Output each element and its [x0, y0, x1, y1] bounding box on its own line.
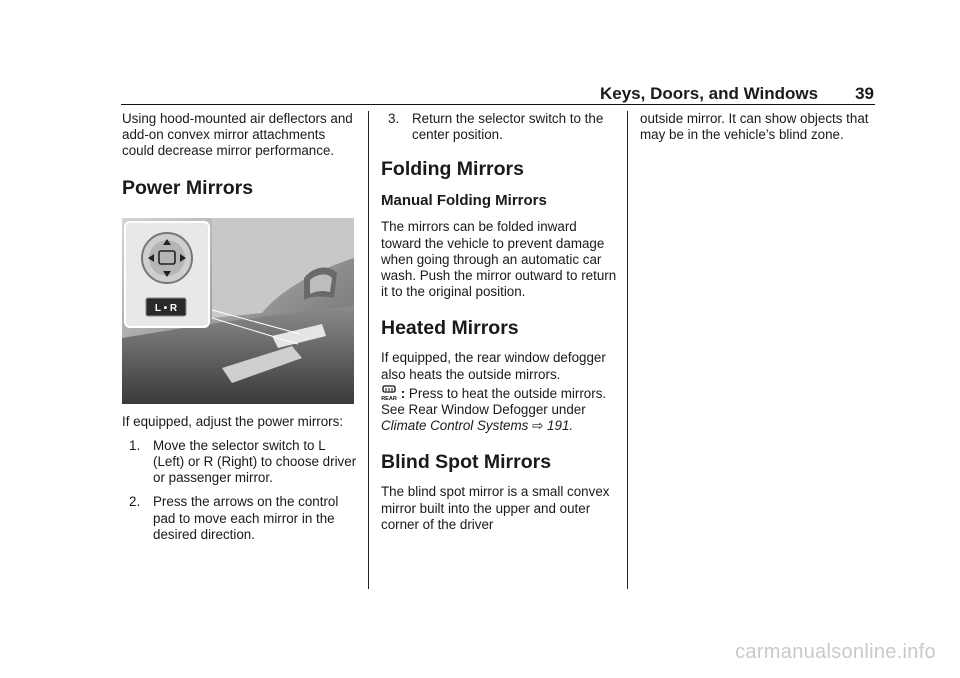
manual-folding-heading: Manual Folding Mirrors — [381, 192, 547, 210]
list-item: 2. Press the arrows on the control pad to move each mirror in the desired direction. — [129, 494, 339, 542]
rear-defog-icon — [381, 385, 397, 401]
column-2 — [381, 111, 617, 541]
column-divider — [368, 111, 369, 589]
adjust-intro: If equipped, adjust the power mirrors: — [122, 413, 344, 429]
page-number: 39 — [855, 84, 874, 103]
list-item: 1. Move the selector switch to L (Left) or R (Right) to choose driver or passenger mirror. — [129, 437, 357, 486]
header-rule — [121, 104, 875, 105]
defog-button-description: REAR : Press to heat the outside mirrors. See Rear Window Defogger under Climate Control Systems ⇨ 191. — [381, 385, 607, 434]
blind-spot-text-continued: outside mirror. It can show objects that may be in the vehicle’s blind zone. — [640, 111, 869, 143]
blind-spot-heading: Blind Spot Mirrors — [381, 451, 552, 474]
page-ref-icon: ⇨ — [532, 418, 544, 434]
running-header — [600, 84, 874, 106]
list-item: 3. Return the selector switch to the center position. — [388, 111, 604, 143]
column-divider — [627, 111, 628, 589]
folding-text: The mirrors can be folded inward toward the vehicle to prevent damage when going through an automatic car wash. Push the mirror outward to return it to the original position. — [381, 219, 617, 300]
climate-control-link[interactable]: Climate Control Systems — [381, 418, 529, 434]
heated-mirrors-heading: Heated Mirrors — [381, 317, 519, 340]
watermark: carmanualsonline.info — [735, 641, 936, 663]
adjust-steps-continued — [381, 111, 617, 143]
folding-mirrors-heading: Folding Mirrors — [381, 158, 524, 181]
page-reference[interactable]: 191 — [547, 418, 570, 434]
adjust-steps — [122, 438, 358, 543]
selector-switch-label: L • R — [154, 302, 178, 314]
column-3 — [640, 111, 876, 151]
power-mirrors-heading: Power Mirrors — [122, 176, 254, 199]
door-panel-illustration — [122, 218, 354, 404]
deflector-note: Using hood-mounted air deflectors and add-on convex mirror attachments could decrease mirror performance. — [122, 111, 353, 159]
power-mirror-control-photo — [122, 218, 354, 404]
section-title: Keys, Doors, and Windows — [600, 84, 819, 103]
blind-spot-text: The blind spot mirror is a small convex mirror built into the upper and outer corner of the driver — [381, 484, 610, 532]
svg-text:REAR: REAR — [381, 395, 397, 401]
heated-text: If equipped, the rear window defogger also heats the outside mirrors. — [381, 350, 606, 382]
column-1 — [122, 111, 358, 551]
